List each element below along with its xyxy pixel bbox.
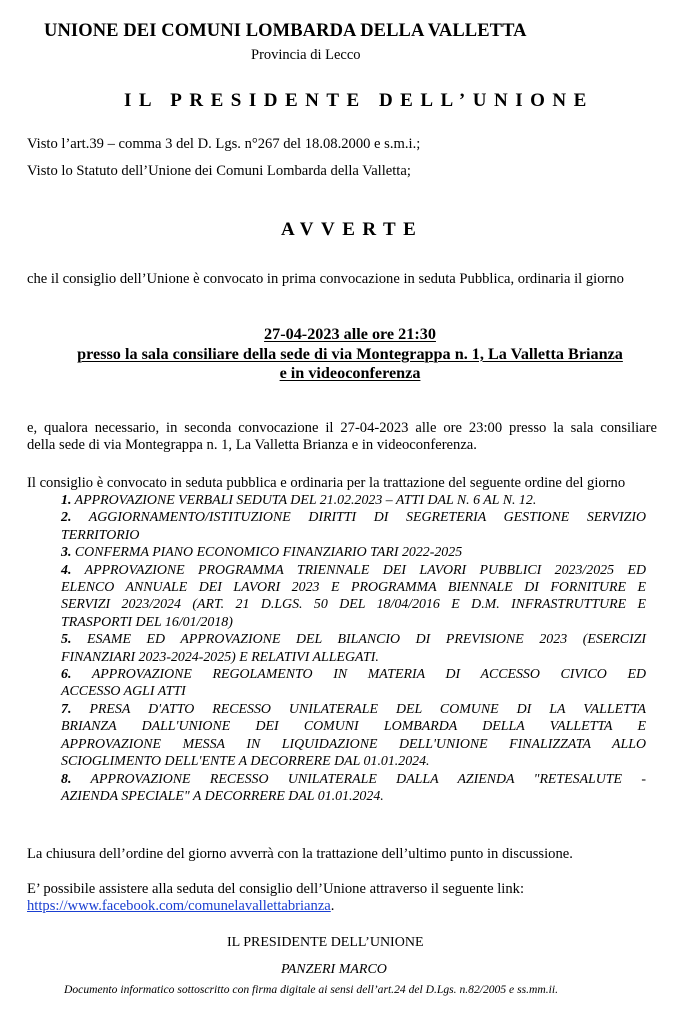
convocation-text: che il consiglio dell’Unione è convocato in prima convocazione in seduta Pubblica, ordinaria il giorno	[27, 271, 624, 287]
agenda-list	[61, 492, 646, 805]
agenda-item-8-line-2	[61, 788, 646, 805]
agenda-item-text: ACCESSO AGLI ATTI	[61, 684, 186, 700]
meeting-location-videoconference: e in videoconferenza	[279, 364, 421, 382]
agenda-item-text: ESAME ED APPROVAZIONE DEL BILANCIO DI PREVISIONE 2023 (ESERCIZI	[87, 632, 646, 648]
agenda-item-text: TRASPORTI DEL 16/01/2018)	[61, 614, 233, 630]
agenda-item-7-line-3	[61, 736, 646, 753]
second-convocation	[27, 420, 657, 454]
agenda-item-3-line-1	[61, 544, 646, 561]
agenda-item-number: 5.	[61, 632, 72, 648]
union-name: UNIONE DEI COMUNI LOMBARDA DELLA VALLETTA	[44, 21, 527, 41]
agenda-item-text: FINANZIARI 2023-2024-2025) E RELATIVI ALLEGATI.	[61, 649, 379, 665]
agenda-item-text: APPROVAZIONE REGOLAMENTO IN MATERIA DI ACCESSO CIVICO ED	[91, 667, 646, 683]
agenda-item-number: 1.	[61, 493, 72, 508]
agenda-item-number: 3.	[61, 545, 72, 561]
agenda-item-text: APPROVAZIONE PROGRAMMA TRIENNALE DEI LAVORI PUBBLICI 2023/2025 ED	[84, 562, 646, 578]
agenda-item-text: SCIOGLIMENTO DELL'ENTE A DECORRERE DAL 01.01.2024.	[61, 754, 430, 770]
meeting-date-time: 27-04-2023 alle ore 21:30	[264, 325, 436, 343]
agenda-intro: Il consiglio è convocato in seduta pubblica e ordinaria per la trattazione del seguente ordine del giorno	[27, 475, 626, 491]
attendance-text: E’ possibile assistere alla seduta del consiglio dell’Unione attraverso il seguente link:	[27, 881, 524, 897]
agenda-item-text: APPROVAZIONE MESSA IN LIQUIDAZIONE DELL'UNIONE FINALIZZATA ALLO	[61, 736, 646, 752]
agenda-item-text: AZIENDA SPECIALE" A DECORRERE DAL 01.01.2024.	[61, 788, 384, 804]
meeting-details	[0, 325, 700, 384]
agenda-item-text: APPROVAZIONE RECESSO UNILATERALE DALLA AZIENDA "RETESALUTE -	[90, 771, 646, 787]
agenda-item-number: 2.	[61, 510, 72, 526]
visto-line-1: Visto l’art.39 – comma 3 del D. Lgs. n°267 del 18.08.2000 e s.m.i.;	[27, 136, 421, 152]
agenda-item-number: 8.	[61, 771, 72, 787]
agenda-item-text: SERVIZI 2023/2024 (ART. 21 D.LGS. 50 DEL 18/04/2016 E D.M. INFRASTRUTTURE E	[61, 597, 646, 613]
agenda-item-number: 4.	[61, 562, 72, 578]
province: Provincia di Lecco	[251, 47, 361, 63]
agenda-item-text: AGGIORNAMENTO/ISTITUZIONE DIRITTI DI SEGRETERIA GESTIONE SERVIZIO	[88, 510, 646, 526]
agenda-item-text: TERRITORIO	[61, 527, 140, 543]
agenda-item-4-line-1	[61, 562, 646, 579]
agenda-item-7-line-4	[61, 753, 646, 770]
agenda-item-number: 7.	[61, 701, 72, 717]
link-line	[27, 898, 334, 915]
agenda-item-4-line-2	[61, 579, 646, 596]
agenda-item-1-line-1	[61, 492, 646, 509]
agenda-item-7-line-2	[61, 718, 646, 735]
agenda-item-text: ELENCO ANNUALE DEI LAVORI 2023 E PROGRAMMA BIENNALE DI FORNITURE E	[61, 580, 646, 596]
agenda-item-5-line-1	[61, 631, 646, 648]
facebook-link[interactable]: https://www.facebook.com/comunelavallettabrianza	[27, 898, 331, 914]
digital-signature-note: Documento informatico sottoscritto con firma digitale ai sensi dell’art.24 del D.Lgs. n.82/2005 e ss.mm.ii.	[64, 983, 559, 996]
agenda-item-8-line-1	[61, 771, 646, 788]
agenda-item-text: BRIANZA DALL'UNIONE DEI COMUNI LOMBARDA DELLA VALLETTA E	[61, 719, 646, 735]
agenda-item-7-line-1	[61, 701, 646, 718]
agenda-item-number: 6.	[61, 667, 72, 683]
visto-line-2: Visto lo Statuto dell’Unione dei Comuni Lombarda della Valletta;	[27, 163, 411, 179]
agenda-item-text: CONFERMA PIANO ECONOMICO FINANZIARIO TARI 2022-2025	[74, 545, 463, 561]
agenda-item-2-line-1	[61, 509, 646, 526]
agenda-item-4-line-3	[61, 596, 646, 613]
closing-text: La chiusura dell’ordine del giorno avverrà con la trattazione dell’ultimo punto in discussione.	[27, 846, 573, 862]
link-period: .	[330, 898, 335, 914]
agenda-item-5-line-2	[61, 649, 646, 666]
agenda-item-2-line-2	[61, 527, 646, 544]
avverte-heading: AVVERTE	[281, 219, 424, 240]
agenda-item-text: APPROVAZIONE VERBALI SEDUTA DEL 21.02.2023 – ATTI DAL N. 6 AL N. 12.	[74, 493, 537, 508]
president-title: IL PRESIDENTE DELL’UNIONE	[124, 90, 594, 111]
signature-title: IL PRESIDENTE DELL’UNIONE	[227, 935, 424, 950]
agenda-item-4-line-4	[61, 614, 646, 631]
agenda-item-text: PRESA D'ATTO RECESSO UNILATERALE DEL COMUNE DI LA VALLETTA	[89, 701, 646, 717]
second-convocation-line-2: della sede di via Montegrappa n. 1, La Valletta Brianza e in videoconferenza.	[27, 437, 477, 453]
agenda-item-6-line-1	[61, 666, 646, 683]
meeting-location: presso la sala consiliare della sede di via Montegrappa n. 1, La Valletta Brianza	[77, 344, 623, 363]
signature-name: PANZERI MARCO	[281, 962, 387, 977]
agenda-item-6-line-2	[61, 683, 646, 700]
second-convocation-line-1: e, qualora necessario, in seconda convocazione il 27-04-2023 alle ore 23:00 presso la sala consiliare	[27, 420, 657, 436]
